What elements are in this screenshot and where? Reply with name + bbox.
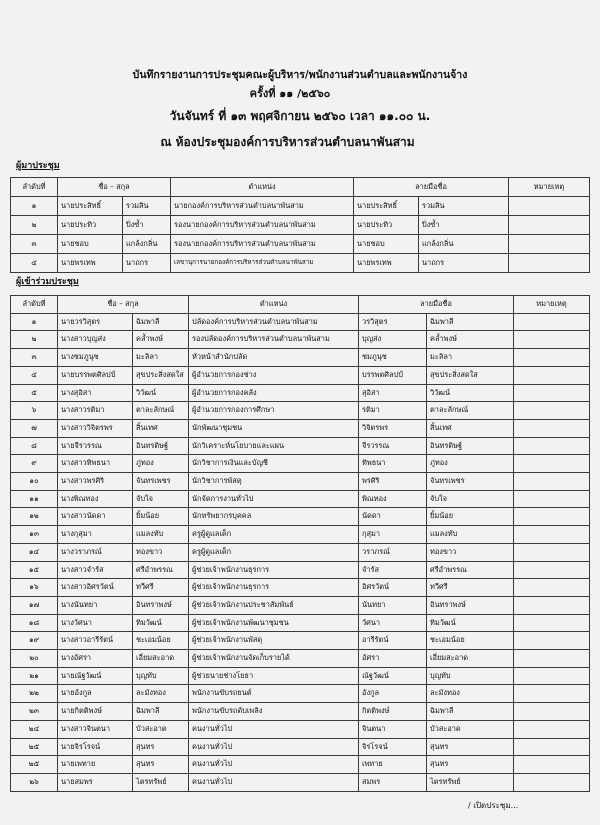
signature-first: นายประทิว (354, 216, 419, 235)
table-row (11, 437, 590, 455)
first-name: นายจิรโรจน์ (58, 738, 133, 756)
col-header-no: ลำดับที่ (11, 296, 58, 314)
signature-first: กุสุมา (359, 526, 427, 544)
remark (514, 738, 590, 756)
table-row (11, 197, 590, 216)
first-name: นางสาววิจิตรพร (58, 419, 133, 437)
signature-first: จินตนา (359, 720, 427, 738)
table-row (11, 490, 590, 508)
last-name: จับใจ (133, 490, 189, 508)
last-name: แกล้งกลิ่น (123, 235, 171, 254)
row-number: ๑๕ (11, 561, 58, 579)
signature-first: สุอิสา (359, 384, 427, 402)
remark (509, 235, 590, 254)
row-number: ๑๔ (11, 543, 58, 561)
row-number: ๕ (11, 384, 58, 402)
position: นักวิชาการเงินและบัญชี (189, 455, 359, 473)
last-name: ไตรทรัพย์ (133, 773, 189, 791)
col-header-remark: หมายเหตุ (514, 296, 590, 314)
signature-last: แมลงทับ (427, 526, 514, 544)
last-name: ปิ่งซ้ำ (123, 216, 171, 235)
table-row (11, 561, 590, 579)
col-header-name: ชื่อ – สกุล (58, 296, 189, 314)
first-name: นายเพทาย (58, 756, 133, 774)
first-name: นางสาวนัดดา (58, 508, 133, 526)
table-row (11, 216, 590, 235)
table-row (11, 756, 590, 774)
signature-last: สุนทร (427, 756, 514, 774)
table-row (11, 720, 590, 738)
signature-first: พิณทอง (359, 490, 427, 508)
remark (514, 455, 590, 473)
signature-last: นาถกร (419, 254, 509, 273)
position: นายกองค์การบริหารส่วนตำบลนาพันสาม (171, 197, 354, 216)
position: นักวิชาการพัสดุ (189, 473, 359, 491)
first-name: นางวราภรณ์ (58, 543, 133, 561)
signature-first: กิตติพงษ์ (359, 703, 427, 721)
first-name: นางสาวพรศิริ (58, 473, 133, 491)
signature-last: ฉิมพาลี (427, 703, 514, 721)
last-name: ฉิมพาลี (133, 313, 189, 331)
first-name: นายณัฐวัฒน์ (58, 667, 133, 685)
signature-first: ชมภูนุช (359, 349, 427, 367)
signature-last: ภู่ทอง (427, 455, 514, 473)
position: คนงานทั่วไป (189, 756, 359, 774)
remark (514, 384, 590, 402)
first-name: นายประทิว (58, 216, 123, 235)
signature-first: วรวิสุตร (359, 313, 427, 331)
row-number: ๒๔ (11, 720, 58, 738)
signature-last: ทิมวัฒน์ (427, 614, 514, 632)
signature-last: จันทรเพชร (427, 473, 514, 491)
remark (514, 313, 590, 331)
last-name: ตาละลักษณ์ (133, 402, 189, 420)
col-header-position: ตำแหน่ง (171, 178, 354, 197)
signature-first: อัศรา (359, 650, 427, 668)
last-name: แมลงทับ (133, 526, 189, 544)
table-row (11, 349, 590, 367)
row-number: ๒๒ (11, 685, 58, 703)
first-name: นายสมพร (58, 773, 133, 791)
remark (514, 437, 590, 455)
row-number: ๑๐ (11, 473, 58, 491)
row-number: ๓ (11, 349, 58, 367)
signature-first: วัศนา (359, 614, 427, 632)
signature-last: มะลิลา (427, 349, 514, 367)
signature-first: นายชอบ (354, 235, 419, 254)
row-number: ๑ (11, 197, 58, 216)
table-row (11, 254, 590, 273)
last-name: สุนทร (133, 738, 189, 756)
signature-last: บุญทับ (427, 667, 514, 685)
signature-last: อินทราพงษ์ (427, 596, 514, 614)
remark (514, 614, 590, 632)
last-name: อินทรดิษฐ์ (133, 437, 189, 455)
last-name: ศรีอำพรรณ (133, 561, 189, 579)
last-name: จันทรเพชร (133, 473, 189, 491)
last-name: มะลิลา (133, 349, 189, 367)
first-name: นายจีรวรรณ (58, 437, 133, 455)
position: คนงานทั่วไป (189, 720, 359, 738)
table-row (11, 366, 590, 384)
table-row (11, 384, 590, 402)
remark (514, 667, 590, 685)
signature-last: ละมังทอง (427, 685, 514, 703)
signature-first: สมพร (359, 773, 427, 791)
meeting-venue: ณ ห้องประชุมองค์การบริหารส่วนตำบลนาพันสาม (160, 135, 415, 149)
row-number: ๒๖ (11, 773, 58, 791)
position: ผู้ช่วยเจ้าพนักงานพัฒนาชุมชน (189, 614, 359, 632)
table-row (11, 508, 590, 526)
signature-last: ฉิมพาลี (427, 313, 514, 331)
signature-last: สุนทร (427, 738, 514, 756)
first-name: นายพรเทพ (58, 254, 123, 273)
remark (509, 197, 590, 216)
col-header-position: ตำแหน่ง (189, 296, 359, 314)
row-number: ๑๒ (11, 508, 58, 526)
position: ผู้ช่วยเจ้าพนักงานจัดเก็บรายได้ (189, 650, 359, 668)
table-row (11, 579, 590, 597)
table-header-row (11, 296, 590, 314)
signature-last: ทองขาว (427, 543, 514, 561)
remark (514, 650, 590, 668)
position: รองปลัดองค์การบริหารส่วนตำบลนาพันสาม (189, 331, 359, 349)
attendees-heading: ผู้มาประชุม (16, 161, 60, 171)
table-row (11, 331, 590, 349)
signature-last: วิวัฒน์ (427, 384, 514, 402)
first-name: นางอัศรา (58, 650, 133, 668)
last-name: นาถกร (123, 254, 171, 273)
last-name: เอี่ยมสะอาด (133, 650, 189, 668)
signature-last: รวมสิน (419, 197, 509, 216)
col-header-signature: ลายมือชื่อ (359, 296, 514, 314)
signature-last: ยิ้มน้อย (427, 508, 514, 526)
signature-first: อังกูล (359, 685, 427, 703)
table-row (11, 614, 590, 632)
meeting-datetime: วันจันทร์ ที่ ๑๓ พฤศจิกายน ๒๕๖๐ เวลา ๑๑.๐๐ น. (169, 109, 431, 123)
position: คนงานทั่วไป (189, 738, 359, 756)
row-number: ๙ (11, 455, 58, 473)
signature-first: บุญส่ง (359, 331, 427, 349)
last-name: บุญทับ (133, 667, 189, 685)
row-number: ๒๐ (11, 650, 58, 668)
signature-last: สิ้นเทศ (427, 419, 514, 437)
signature-last: ชะเอมน้อย (427, 632, 514, 650)
remark (509, 254, 590, 273)
row-number: ๒๑ (11, 667, 58, 685)
signature-first: นายประสิทธิ์ (354, 197, 419, 216)
signature-last: แกล้งกลิ่น (419, 235, 509, 254)
meeting-number: ครั้งที่ ๑๑ /๒๕๖๐ (249, 87, 331, 100)
last-name: สุนทร (133, 756, 189, 774)
first-name: นางสาวอิศรวัตน์ (58, 579, 133, 597)
table-row (11, 526, 590, 544)
remark (514, 366, 590, 384)
position: ครูผู้ดูแลเด็ก (189, 526, 359, 544)
signature-last: อินทรดิษฐ์ (427, 437, 514, 455)
first-name: นายกิตติพงษ์ (58, 703, 133, 721)
signature-first: นายพรเทพ (354, 254, 419, 273)
row-number: ๒ (11, 216, 58, 235)
first-name: นายบรรพตศิลปป์ (58, 366, 133, 384)
table-header-row (11, 178, 590, 197)
first-name: นายวรวิสุตร (58, 313, 133, 331)
first-name: นางสาวจำรัส (58, 561, 133, 579)
col-header-remark: หมายเหตุ (509, 178, 590, 197)
signature-last: ไตรทรัพย์ (427, 773, 514, 791)
first-name: นางสาวทิพธนา (58, 455, 133, 473)
row-number: ๑๑ (11, 490, 58, 508)
signature-last: ตาละลักษณ์ (427, 402, 514, 420)
remark (509, 216, 590, 235)
position: ผู้ช่วยเจ้าพนักงานธุรการ (189, 579, 359, 597)
table-row (11, 402, 590, 420)
table-row (11, 596, 590, 614)
col-header-name: ชื่อ – สกุล (58, 178, 171, 197)
first-name: นายประสิทธิ์ (58, 197, 123, 216)
remark (514, 543, 590, 561)
signature-first: ทิพธนา (359, 455, 427, 473)
last-name: อินทราพงษ์ (133, 596, 189, 614)
continuation-note: / เปิดประชุม... (468, 801, 519, 810)
remark (514, 685, 590, 703)
position: พนักงานขับรถดับเพลิง (189, 703, 359, 721)
row-number: ๗ (11, 419, 58, 437)
remark (514, 526, 590, 544)
position: ผู้ช่วยนายช่างโยธา (189, 667, 359, 685)
signature-first: จิรโรจน์ (359, 738, 427, 756)
position: ผู้ช่วยเจ้าพนักงานประชาสัมพันธ์ (189, 596, 359, 614)
signature-last: ศรีอำพรรณ (427, 561, 514, 579)
table-row (11, 703, 590, 721)
first-name: นายอังกูล (58, 685, 133, 703)
position: นักพัฒนาชุมชน (189, 419, 359, 437)
last-name: คล้ำพงษ์ (133, 331, 189, 349)
first-name: นางสาวอารีรัตน์ (58, 632, 133, 650)
remark (514, 596, 590, 614)
first-name: นางพิณทอง (58, 490, 133, 508)
document-title: บันทึกรายงานการประชุมคณะผู้บริหาร/พนักงานส่วนตำบลและพนักงานจ้าง (132, 69, 468, 81)
table-row (11, 650, 590, 668)
row-number: ๔ (11, 366, 58, 384)
last-name: ยิ้มน้อย (133, 508, 189, 526)
remark (514, 473, 590, 491)
table-row (11, 473, 590, 491)
table-row (11, 773, 590, 791)
last-name: วิวัฒน์ (133, 384, 189, 402)
remark (514, 419, 590, 437)
remark (514, 561, 590, 579)
remark (514, 579, 590, 597)
last-name: สุขประสิ่งสดใส (133, 366, 189, 384)
position: นักทรัพยากรบุคคล (189, 508, 359, 526)
remark (514, 508, 590, 526)
signature-first: รติมา (359, 402, 427, 420)
signature-last: ทวีศรี (427, 579, 514, 597)
remark (514, 773, 590, 791)
remark (514, 490, 590, 508)
last-name: ละมังทอง (133, 685, 189, 703)
last-name: รวมสิน (123, 197, 171, 216)
signature-last: สุขประสิ่งสดใส (427, 366, 514, 384)
remark (514, 756, 590, 774)
first-name: นางสาวบุญส่ง (58, 331, 133, 349)
position: รองนายกองค์การบริหารส่วนตำบลนาพันสาม (171, 235, 354, 254)
first-name: นางนันทยา (58, 596, 133, 614)
signature-last: บัวสะอาด (427, 720, 514, 738)
position: ผู้ช่วยเจ้าพนักงานพัสดุ (189, 632, 359, 650)
position: นักจัดการงานทั่วไป (189, 490, 359, 508)
row-number: ๓ (11, 235, 58, 254)
signature-last: คล้ำพงษ์ (427, 331, 514, 349)
table-row (11, 455, 590, 473)
signature-first: วราภรณ์ (359, 543, 427, 561)
signature-first: วิจิตรพร (359, 419, 427, 437)
col-header-signature: ลายมือชื่อ (354, 178, 509, 197)
row-number: ๒๓ (11, 703, 58, 721)
row-number: ๑๖ (11, 579, 58, 597)
position: ผู้อำนวยการกองช่าง (189, 366, 359, 384)
row-number: ๑๗ (11, 596, 58, 614)
row-number: ๔ (11, 254, 58, 273)
last-name: ทิมวัฒน์ (133, 614, 189, 632)
last-name: สิ้นเทศ (133, 419, 189, 437)
first-name: นางกุสุมา (58, 526, 133, 544)
table-row (11, 313, 590, 331)
first-name: นางสุอิสา (58, 384, 133, 402)
table-row (11, 667, 590, 685)
position: หัวหน้าสำนักปลัด (189, 349, 359, 367)
participants-heading: ผู้เข้าร่วมประชุม (16, 277, 79, 287)
row-number: ๒๕ (11, 756, 58, 774)
signature-first: อารีรัตน์ (359, 632, 427, 650)
signature-first: พรศิริ (359, 473, 427, 491)
row-number: ๒ (11, 331, 58, 349)
row-number: ๑๘ (11, 614, 58, 632)
remark (514, 632, 590, 650)
row-number: ๖ (11, 402, 58, 420)
first-name: นางชมภูนุช (58, 349, 133, 367)
remark (514, 720, 590, 738)
signature-first: อิศรวัตน์ (359, 579, 427, 597)
first-name: นางสาวจินตนา (58, 720, 133, 738)
row-number: ๑ (11, 313, 58, 331)
signature-first: จีรวรรณ (359, 437, 427, 455)
signature-first: นันทยา (359, 596, 427, 614)
signature-first: เพทาย (359, 756, 427, 774)
table-row (11, 632, 590, 650)
position: พนักงานขับรถยนต์ (189, 685, 359, 703)
position: ผู้อำนวยการกองคลัง (189, 384, 359, 402)
row-number: ๑๙ (11, 632, 58, 650)
remark (514, 402, 590, 420)
remark (514, 331, 590, 349)
row-number: ๘ (11, 437, 58, 455)
last-name: ทวีศรี (133, 579, 189, 597)
remark (514, 703, 590, 721)
first-name: นางสาวรติมา (58, 402, 133, 420)
table-row (11, 685, 590, 703)
first-name: นางวัศนา (58, 614, 133, 632)
signature-last: ปิ่งซ้ำ (419, 216, 509, 235)
row-number: ๑๓ (11, 526, 58, 544)
last-name: ฉิมพาลี (133, 703, 189, 721)
signature-last: จับใจ (427, 490, 514, 508)
position: ครูผู้ดูแลเด็ก (189, 543, 359, 561)
signature-first: นัดดา (359, 508, 427, 526)
position: นักวิเคราะห์นโยบายและแผน (189, 437, 359, 455)
remark (514, 349, 590, 367)
position: ผู้ช่วยเจ้าพนักงานธุรการ (189, 561, 359, 579)
last-name: ชะเอมน้อย (133, 632, 189, 650)
table-row (11, 419, 590, 437)
participants-table (10, 295, 590, 792)
signature-first: ณัฐวัฒน์ (359, 667, 427, 685)
table-row (11, 738, 590, 756)
row-number: ๒๕ (11, 738, 58, 756)
signature-first: บรรพตศิลปป์ (359, 366, 427, 384)
signature-last: เอี่ยมสะอาด (427, 650, 514, 668)
position: ผู้อำนวยการกองการศึกษา (189, 402, 359, 420)
attendees-table (10, 177, 590, 273)
position: ปลัดองค์การบริหารส่วนตำบลนาพันสาม (189, 313, 359, 331)
last-name: ทองขาว (133, 543, 189, 561)
table-row (11, 543, 590, 561)
position: รองนายกองค์การบริหารส่วนตำบลนาพันสาม (171, 216, 354, 235)
position: เลขานุการนายกองค์การบริหารส่วนตำบลนาพันสาม (171, 254, 354, 273)
first-name: นายชอบ (58, 235, 123, 254)
table-row (11, 235, 590, 254)
col-header-no: ลำดับที่ (11, 178, 58, 197)
last-name: ภู่ทอง (133, 455, 189, 473)
position: คนงานทั่วไป (189, 773, 359, 791)
signature-first: จำรัส (359, 561, 427, 579)
last-name: บัวสะอาด (133, 720, 189, 738)
